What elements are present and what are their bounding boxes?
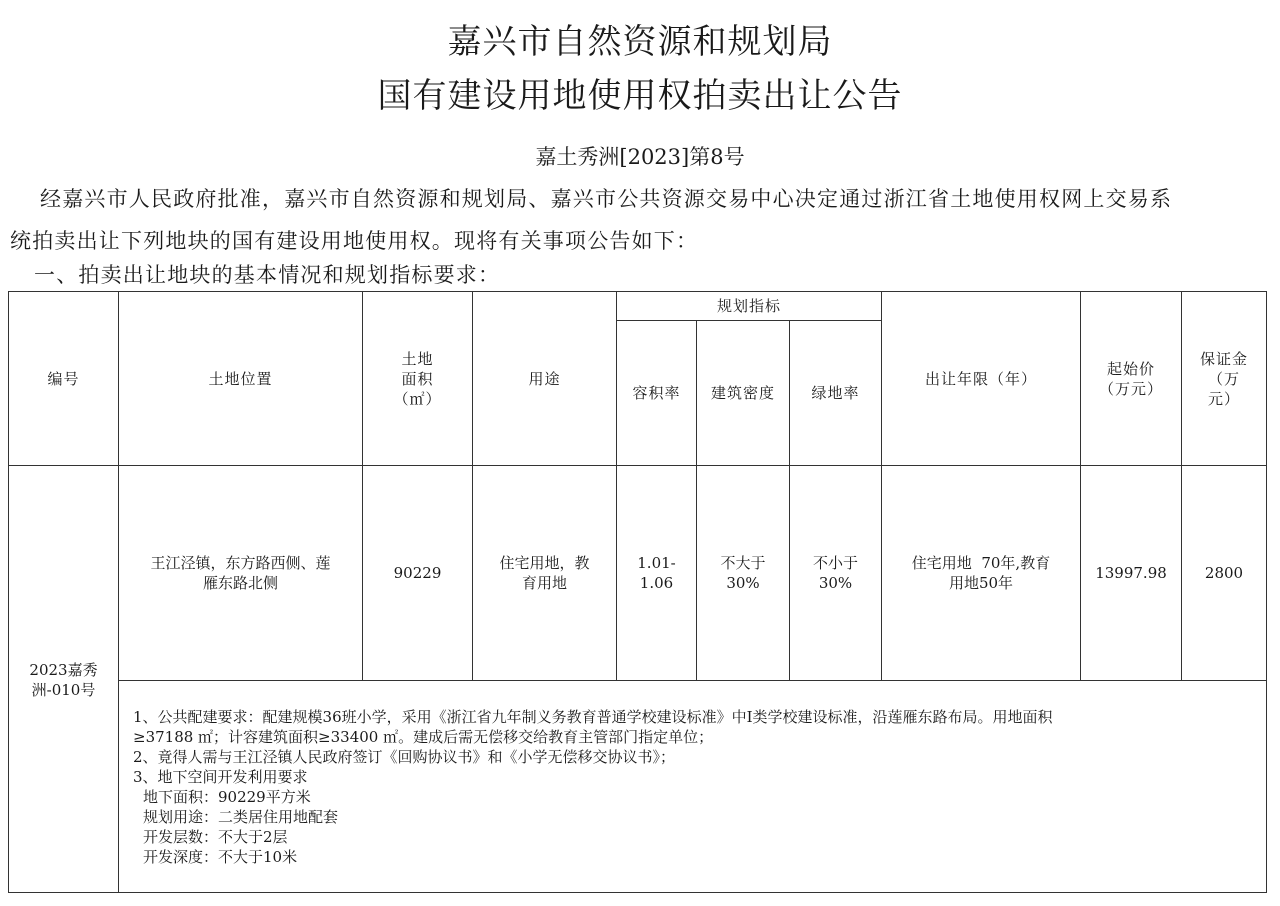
note-line: 1、公共配建要求：配建规模36班小学，采用《浙江省九年制义务教育普通学校建设标准》中I类学校建设标准，沿莲雁东路布局。用地面积 [133,707,1053,726]
parcel-number: 2023嘉秀 洲-010号 [9,466,119,893]
parcel-building-density: 不大于 30% [697,466,790,681]
notice-issuer-title: 嘉兴市自然资源和规划局 [447,22,833,62]
header-start-price: 起始价 （万元） [1081,292,1182,466]
header-deposit: 保证金 （万 元） [1182,292,1267,466]
parcel-requirements-notes [119,681,1267,893]
note-line: 开发层数：不大于2层 [143,827,288,846]
note-line: 规划用途：二类居住用地配套 [143,807,339,826]
header-term: 出让年限（年） [882,292,1081,466]
intro-paragraph-line2: 统拍卖出让下列地块的国有建设用地使用权。现将有关事项公告如下： [10,229,699,253]
section-heading-1: 一、拍卖出让地块的基本情况和规划指标要求： [34,263,501,287]
header-number: 编号 [9,292,119,466]
note-line: 地下面积：90229平方米 [143,787,311,806]
parcel-start-price: 13997.98 [1081,466,1182,681]
parcel-green-ratio: 不小于 30% [790,466,882,681]
header-plot-ratio: 容积率 [617,321,697,466]
note-line: 3、地下空间开发利用要求 [133,767,308,786]
parcel-deposit: 2800 [1182,466,1267,681]
document-number: 嘉土秀洲[2023]第8号 [535,145,745,169]
parcel-area: 90229 [363,466,473,681]
parcel-usage: 住宅用地，教 育用地 [473,466,617,681]
header-green-ratio: 绿地率 [790,321,882,466]
parcel-location: 王江泾镇，东方路西侧、莲 雁东路北侧 [119,466,363,681]
note-line: ≥37188 ㎡；计容建筑面积≥33400 ㎡。建成后需无偿移交给教育主管部门指定单位； [133,727,714,746]
header-usage: 用途 [473,292,617,466]
header-location: 土地位置 [119,292,363,466]
land-parcel-table [8,291,1267,893]
note-line: 2、竟得人需与王江泾镇人民政府签订《回购协议书》和《小学无偿移交协议书》； [133,747,676,766]
intro-paragraph-line1: 经嘉兴市人民政府批准，嘉兴市自然资源和规划局、嘉兴市公共资源交易中心决定通过浙江省土地使用权网上交易系 [40,187,1173,211]
parcel-plot-ratio: 1.01- 1.06 [617,466,697,681]
note-line: 开发深度：不大于10米 [143,847,298,866]
header-area: 土地 面积 （㎡） [363,292,473,466]
parcel-term: 住宅用地 70年,教育 用地50年 [882,466,1081,681]
notice-title: 国有建设用地使用权拍卖出让公告 [377,76,903,116]
header-planning-indicators: 规划指标 [617,292,882,321]
header-building-density: 建筑密度 [697,321,790,466]
